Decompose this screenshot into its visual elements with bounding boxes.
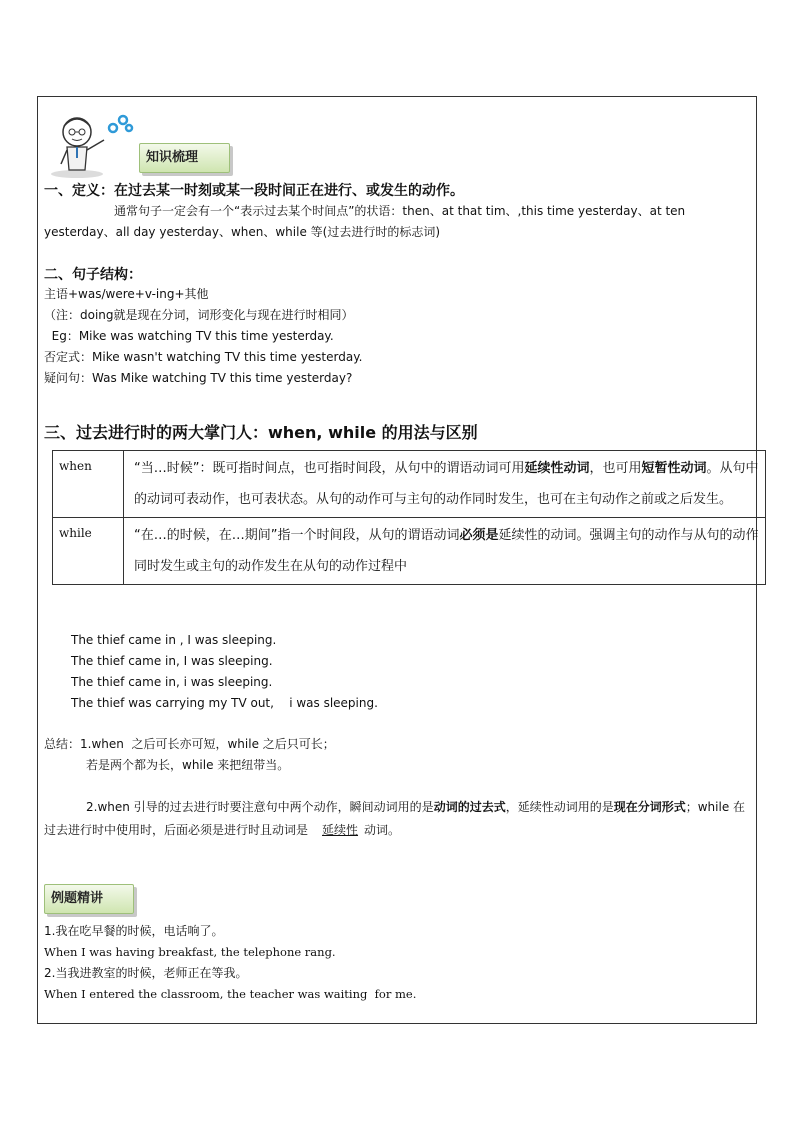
row-key: while xyxy=(53,518,124,585)
structure-line: （注：doing就是现在分词，词形变化与现在进行时相同） xyxy=(44,308,354,322)
summary xyxy=(44,734,335,776)
summary-point-2: 2.when 引导的过去进行时要注意句中两个动作，瞬间动词用的是动词的过去式，延续性动词用的是现在分词形式；while 在过去进行时中使用时，后面必须是进行时且动词是 延续性 动词。 xyxy=(44,800,746,837)
exercise-line: When I was having breakfast, the telephone rang. xyxy=(44,945,336,959)
example-line: The thief came in, I was sleeping. xyxy=(71,654,273,668)
structure-line: Eg：Mike was watching TV this time yesterday. xyxy=(44,329,334,343)
definition-text xyxy=(44,201,752,243)
exercise-line: 1.我在吃早餐的时候，电话响了。 xyxy=(44,924,224,938)
example-line: The thief came in , I was sleeping. xyxy=(71,633,277,647)
example-line: The thief was carrying my TV out, i was sleeping. xyxy=(71,696,378,710)
exercise-list xyxy=(44,921,416,1005)
table-row xyxy=(53,518,766,585)
definition-body: 通常句子一定会有一个“表示过去某个时间点”的状语：then、at that tim、,this time yesterday、at ten yesterday、all day yesterday、when、while 等(过去进行时的标志词) xyxy=(44,204,686,239)
summary-line: 总结：1.when 之后可长亦可短，while 之后只可长； xyxy=(44,737,335,751)
row-description: “当…时候”：既可指时间点，也可指时间段，从句中的谓语动词可用延续性动词，也可用短暂性动词。从句中的动词可表动作，也可表状态。从句的动作可与主句的动作同时发生，也可在主句动作之前或之后发生。 xyxy=(124,451,766,518)
teacher-mascot-icon xyxy=(49,110,144,178)
exercise-line: 2.当我进教室的时候，老师正在等我。 xyxy=(44,966,248,980)
row-key: when xyxy=(53,451,124,518)
table-row xyxy=(53,451,766,518)
when-while-heading: 三、过去进行时的两大掌门人：when, while 的用法与区别 xyxy=(44,423,478,442)
answer-blank: 延续性 xyxy=(322,823,359,837)
section-tag-examples: 例题精讲 xyxy=(44,884,134,914)
structure-line: 否定式：Mike wasn't watching TV this time yesterday. xyxy=(44,350,363,364)
summary-line: 若是两个都为长，while 来把纽带当。 xyxy=(86,758,290,772)
example-sentences xyxy=(71,630,378,714)
structure-lines xyxy=(44,284,362,389)
structure-line: 主语+was/were+v-ing+其他 xyxy=(44,287,209,301)
when-while-table xyxy=(52,450,766,585)
example-line: The thief came in, i was sleeping. xyxy=(71,675,273,689)
row-description: “在…的时候，在…期间”指一个时间段，从句的谓语动词必须是延续性的动词。强调主句的动作与从句的动作同时发生或主句的动作发生在从句的动作过程中 xyxy=(124,518,766,585)
structure-heading: 二、句子结构： xyxy=(44,267,142,283)
definition-heading: 一、定义：在过去某一时刻或某一段时间正在进行、或发生的动作。 xyxy=(44,183,464,199)
exercise-line: When I entered the classroom, the teacher was waiting for me. xyxy=(44,987,417,1001)
section-tag-knowledge: 知识梳理 xyxy=(139,143,230,173)
structure-line: 疑问句：Was Mike watching TV this time yesterday? xyxy=(44,371,353,385)
